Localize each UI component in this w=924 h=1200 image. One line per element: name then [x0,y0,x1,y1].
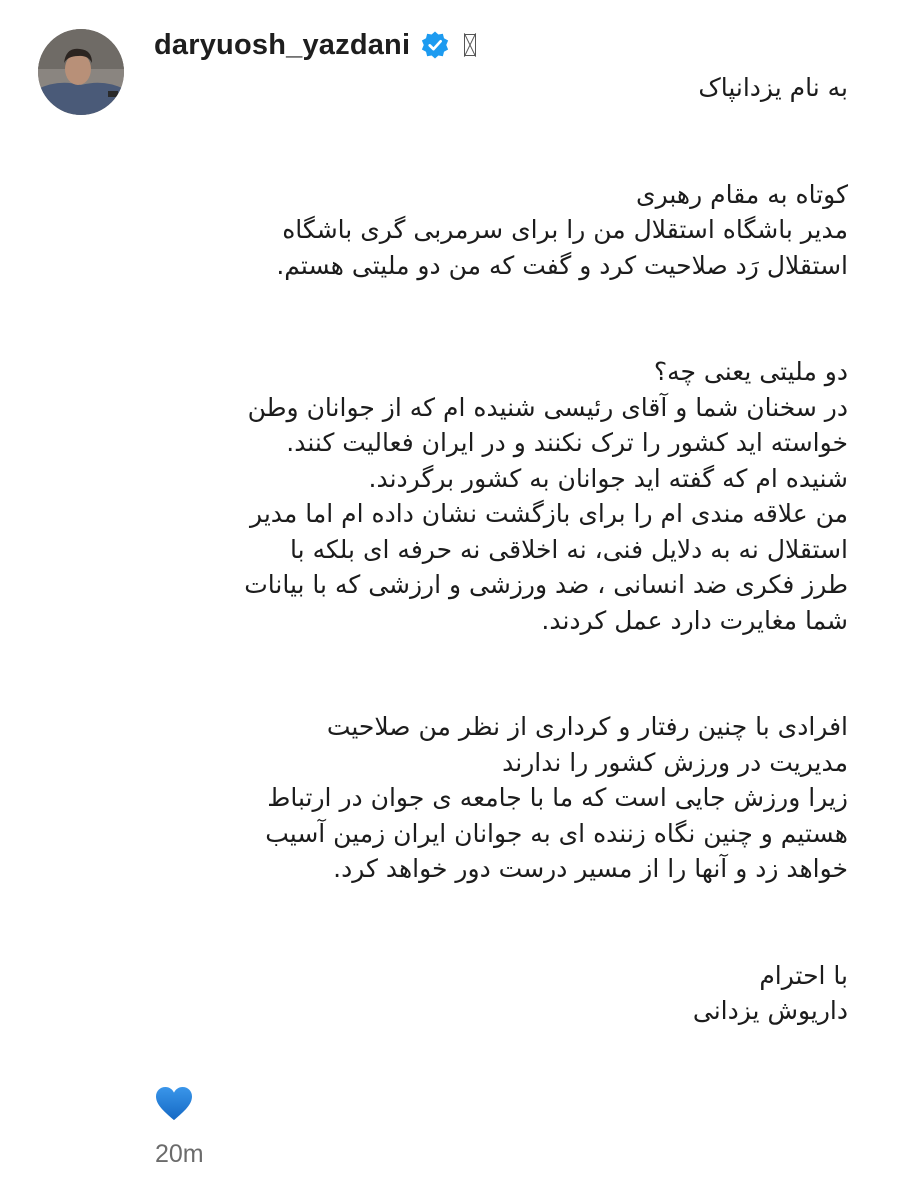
caption-line: داریوش یزدانی [692,996,848,1025]
blue-heart-icon[interactable] [155,1086,193,1122]
caption-line: در سخنان شما و آقای رئیسی شنیده ام که از جوانان وطن [247,392,848,422]
caption-line: هستیم و چنین نگاه زننده ای به جوانان ایران زمین آسیب [265,818,848,848]
caption-line: افرادی با چنین رفتار و کرداری از نظر من صلاحیت [326,712,848,741]
post-header [154,20,476,70]
username[interactable]: daryuosh_yazdani [154,28,411,61]
caption-line: زیرا ورزش جایی است که ما با جامعه ی جوان در ارتباط [267,783,848,812]
verified-badge-icon [420,30,450,60]
caption-line: طرز فکری ضد انسانی ، ضد ورزشی و ارزشی که با بیانات [244,570,848,599]
caption-blank-line [148,319,848,355]
caption-line: استقلال نه به دلایل فنی، نه اخلاقی نه حرفه ای بلکه با [290,534,848,564]
caption-line: به نام یزدانپاک [698,73,848,102]
caption-blank-line [148,922,848,958]
profile-photo [38,29,124,115]
caption-line: شنیده ام که گفته اید جوانان به کشور برگردند. [368,463,848,493]
caption-line: شما مغایرت دارد عمل کردند. [541,605,848,635]
caption-blank-line [148,283,848,319]
caption-blank-line [148,674,848,710]
caption-blank-line [148,141,848,177]
caption-line: کوتاه به مقام رهبری [636,179,848,209]
caption-blank-line [148,887,848,923]
caption-line: مدیر باشگاه استقلال من را برای سرمربی گری باشگاه [282,215,848,244]
caption-blank-line [148,106,848,142]
caption-line: با احترام [759,960,848,990]
caption-blank-line [148,638,848,674]
avatar[interactable] [38,29,124,115]
post-caption [148,70,848,1029]
caption-line: من علاقه مندی ام را برای بازگشت نشان داده ام اما مدیر [250,499,848,528]
caption-line: دو ملیتی یعنی چه؟ [653,357,848,386]
caption-line: مدیریت در ورزش کشور را ندارند [502,747,848,777]
caption-line: خواسته اید کشور را ترک نکنند و در ایران فعالیت کنند. [286,428,848,457]
caption-line: استقلال رَد صلاحیت کرد و گفت که من دو ملیتی هستم. [276,250,848,280]
post-timestamp: 20m [155,1140,204,1168]
missing-glyph-icon [464,34,476,56]
caption-line: خواهد زد و آنها را از مسیر درست دور خواهد کرد. [333,854,848,883]
